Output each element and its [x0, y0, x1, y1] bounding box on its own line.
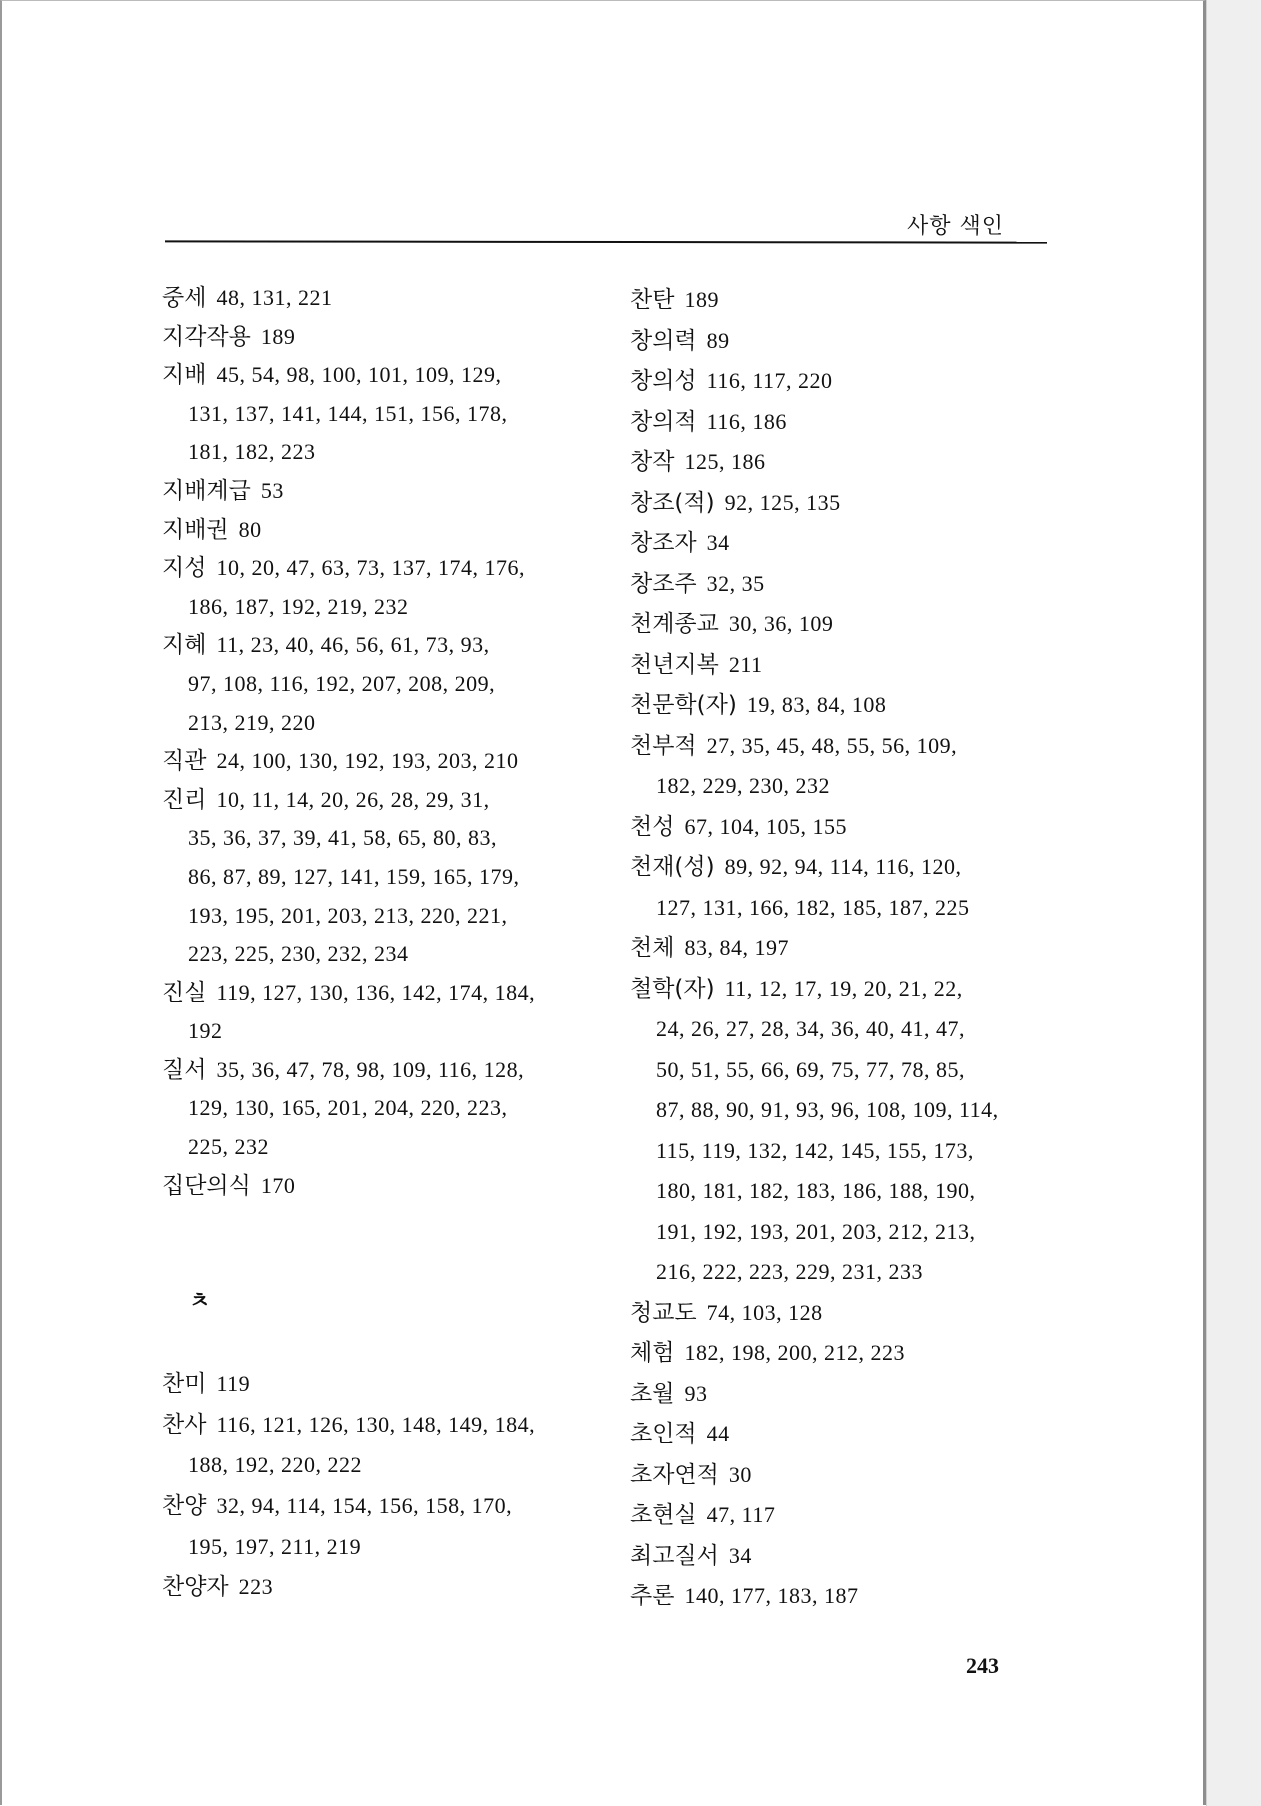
page-references: 129, 130, 165, 201, 204, 220, 223, [188, 1095, 508, 1121]
page-references: 192 [188, 1018, 223, 1044]
index-term: 추론 [630, 1583, 675, 1609]
page-references: 30 [728, 1461, 752, 1487]
index-entry-line [630, 928, 999, 969]
index-entry-line [630, 1414, 999, 1455]
section-heading: ㅊ [189, 1289, 211, 1314]
index-term: 진실 [162, 979, 207, 1006]
index-entry-line [162, 549, 535, 588]
page-references: 97, 108, 116, 192, 207, 208, 209, [188, 670, 496, 696]
index-entry-continuation [630, 888, 999, 929]
index-term: 창작 [630, 449, 675, 475]
page-references: 48, 131, 221 [216, 285, 333, 310]
page-references: 80 [238, 516, 262, 542]
page-references: 181, 182, 223 [188, 439, 316, 465]
index-entry-line [162, 974, 535, 1013]
index-entry-line [162, 279, 535, 318]
page-references: 87, 88, 90, 91, 93, 96, 108, 109, 114, [656, 1097, 999, 1122]
index-entry-line [162, 1486, 535, 1527]
index-entry-line [630, 807, 999, 848]
index-entry [162, 626, 535, 742]
index-entry-line [630, 1536, 999, 1577]
index-entry [162, 742, 535, 781]
index-entry-line [630, 483, 999, 524]
index-entry-line [630, 564, 999, 605]
index-entry-line [630, 1576, 999, 1617]
page-references: 116, 117, 220 [706, 368, 833, 393]
index-term: 체험 [630, 1340, 675, 1366]
index-entry-continuation [630, 1050, 999, 1091]
index-entry [630, 1333, 999, 1374]
page-references: 47, 117 [706, 1502, 776, 1527]
index-entry-line [162, 1567, 535, 1608]
index-entry [162, 1051, 535, 1167]
index-term: 중세 [162, 285, 207, 311]
page-references: 10, 20, 47, 63, 73, 137, 174, 176, [216, 555, 525, 581]
page-references: 170 [260, 1172, 296, 1198]
index-entry-continuation [162, 1012, 535, 1051]
index-entry [162, 1405, 535, 1486]
page-references: 225, 232 [188, 1134, 269, 1160]
index-entry [630, 807, 999, 848]
page-references: 92, 125, 135 [724, 489, 841, 515]
index-entry [630, 361, 999, 402]
page-references: 24, 100, 130, 192, 193, 203, 210 [216, 748, 519, 774]
page-references: 182, 198, 200, 212, 223 [684, 1340, 905, 1365]
index-entry [162, 511, 535, 550]
page-references: 115, 119, 132, 142, 145, 155, 173, [656, 1137, 974, 1163]
index-term: 철학(자) [630, 975, 715, 1002]
page-references: 195, 197, 211, 219 [188, 1533, 362, 1559]
index-entry [630, 1414, 999, 1455]
index-entry [162, 279, 535, 318]
index-entry [630, 321, 999, 362]
page-references: 44 [706, 1421, 730, 1446]
page-number: 243 [966, 1653, 999, 1678]
index-term: 초인적 [630, 1421, 697, 1447]
header-rule [165, 240, 1047, 243]
index-entry-line [630, 1455, 999, 1496]
page-references: 19, 83, 84, 108 [746, 692, 887, 717]
index-entry [630, 928, 999, 969]
index-entry-line [630, 604, 999, 645]
index-entry-continuation [162, 897, 535, 936]
index-entry [630, 726, 999, 807]
index-entry [630, 1455, 999, 1496]
index-entry [162, 549, 535, 626]
index-term: 창조(적) [630, 489, 715, 516]
index-entry [630, 847, 999, 928]
index-entry-continuation [162, 819, 535, 858]
index-entry [630, 442, 999, 483]
page-references: 189 [684, 287, 719, 312]
index-entry [162, 781, 535, 974]
page-references: 34 [728, 1542, 752, 1568]
page-references: 223 [238, 1574, 274, 1600]
index-entry-continuation [162, 935, 535, 974]
index-term: 천문학(자) [630, 692, 737, 718]
index-term: 지혜 [162, 632, 207, 659]
page-references: 24, 26, 27, 28, 34, 36, 40, 41, 47, [656, 1016, 965, 1041]
page-references: 193, 195, 201, 203, 213, 220, 221, [188, 902, 508, 928]
index-term: 찬양자 [162, 1574, 229, 1601]
index-entry [162, 974, 535, 1051]
index-entry [630, 685, 999, 726]
page-references: 45, 54, 98, 100, 101, 109, 129, [216, 362, 502, 388]
index-entry-line [162, 626, 535, 665]
index-entry-line [630, 1293, 999, 1334]
index-entry-line [630, 361, 999, 402]
page-references: 182, 229, 230, 232 [656, 773, 830, 798]
index-entry-continuation [630, 766, 999, 807]
page-references: 127, 131, 166, 182, 185, 187, 225 [656, 894, 970, 920]
index-term: 지성 [162, 555, 207, 582]
page-references: 89, 92, 94, 114, 116, 120, [724, 854, 962, 879]
index-entry-line [630, 280, 999, 321]
index-entry-continuation [162, 395, 535, 434]
index-entry-continuation [162, 704, 535, 743]
page-references: 131, 137, 141, 144, 151, 156, 178, [188, 400, 508, 426]
index-term: 청교도 [630, 1299, 697, 1326]
index-term: 천부적 [630, 732, 697, 759]
index-entry-continuation [630, 1090, 999, 1131]
index-entry-continuation [162, 1527, 535, 1568]
index-entry [162, 1567, 535, 1608]
page-references: 34 [706, 530, 730, 555]
page-references: 188, 192, 220, 222 [188, 1452, 362, 1478]
index-entry [630, 1536, 999, 1577]
index-term: 지각작용 [162, 323, 251, 350]
index-term: 창조주 [630, 570, 697, 597]
index-entry-line [630, 847, 999, 888]
index-entry [630, 523, 999, 564]
index-entry-continuation [630, 1131, 999, 1172]
page-references: 11, 23, 40, 46, 56, 61, 73, 93, [216, 632, 490, 658]
index-term: 찬양 [162, 1493, 207, 1520]
page-references: 140, 177, 183, 187 [684, 1583, 859, 1608]
page-references: 119, 127, 130, 136, 142, 174, 184, [216, 979, 536, 1005]
page-references: 30, 36, 109 [728, 611, 834, 636]
index-entry-line [630, 523, 999, 564]
index-entry [162, 1364, 535, 1405]
index-entry-line [630, 726, 999, 767]
index-term: 초자연적 [630, 1461, 719, 1488]
index-entry-continuation [162, 858, 535, 897]
page-references: 50, 51, 55, 66, 69, 75, 77, 78, 85, [656, 1056, 965, 1082]
page-references: 213, 219, 220 [188, 709, 316, 735]
index-term: 천성 [630, 813, 675, 840]
index-entry-line [630, 685, 999, 726]
index-term: 최고질서 [630, 1542, 719, 1569]
page-references: 83, 84, 197 [684, 935, 789, 960]
index-entry-line [630, 402, 999, 443]
page-references: 119 [216, 1371, 251, 1396]
page-references: 35, 36, 47, 78, 98, 109, 116, 128, [216, 1056, 525, 1082]
index-term: 진리 [162, 786, 207, 813]
page-references: 89 [706, 327, 730, 353]
page-references: 53 [260, 477, 284, 503]
index-entry-continuation [630, 1212, 999, 1253]
running-head: 사항 색인 [907, 214, 1005, 239]
index-term: 천재(성) [630, 854, 715, 880]
page-references: 10, 11, 14, 20, 26, 28, 29, 31, [216, 786, 490, 812]
index-term: 직관 [162, 748, 207, 775]
index-term: 초월 [630, 1380, 675, 1407]
index-entry [630, 1374, 999, 1415]
index-term: 지배 [162, 362, 207, 389]
page-references: 211 [728, 651, 763, 677]
index-entry-line [630, 645, 999, 686]
page-references: 180, 181, 182, 183, 186, 188, 190, [656, 1178, 976, 1203]
index-entry-continuation [162, 665, 535, 704]
index-entry-line [630, 1495, 999, 1536]
page-references: 186, 187, 192, 219, 232 [188, 593, 409, 619]
index-entry [630, 1576, 999, 1617]
index-term: 천계종교 [630, 611, 719, 637]
index-entry [162, 318, 535, 357]
index-entry [162, 356, 535, 472]
index-column-left-section-ch [162, 1364, 535, 1608]
index-entry-line [162, 1167, 535, 1206]
page-references: 125, 186 [684, 449, 766, 474]
page-references: 67, 104, 105, 155 [684, 813, 847, 839]
viewer-margin [1206, 0, 1261, 1806]
index-column-left [162, 279, 535, 1205]
page-references: 74, 103, 128 [706, 1299, 823, 1325]
index-entry-line [630, 1333, 999, 1374]
page-references: 189 [260, 323, 296, 349]
index-entry [162, 1486, 535, 1567]
index-entry [630, 1293, 999, 1334]
index-entry-line [162, 1405, 535, 1446]
index-entry-line [162, 1364, 535, 1405]
index-entry-continuation [162, 433, 535, 472]
index-entry-continuation [162, 1128, 535, 1167]
index-term: 천체 [630, 935, 675, 961]
index-entry [630, 483, 999, 524]
page-references: 35, 36, 37, 39, 41, 58, 65, 80, 83, [188, 825, 497, 851]
index-entry-continuation [630, 1252, 999, 1293]
index-term: 지배권 [162, 516, 229, 543]
page-references: 32, 35 [706, 570, 765, 596]
index-term: 창의성 [630, 368, 697, 394]
index-term: 지배계급 [162, 477, 251, 504]
page-references: 216, 222, 223, 229, 231, 233 [656, 1259, 923, 1284]
index-entry-line [162, 318, 535, 357]
index-column-right [630, 280, 999, 1617]
index-entry-line [630, 1374, 999, 1415]
index-term: 집단의식 [162, 1172, 251, 1199]
index-term: 찬사 [162, 1411, 207, 1438]
index-term: 천년지복 [630, 651, 719, 678]
index-term: 창의력 [630, 327, 697, 354]
index-term: 초현실 [630, 1502, 697, 1528]
index-entry-continuation [630, 1171, 999, 1212]
index-entry [630, 1495, 999, 1536]
index-entry-line [162, 781, 535, 820]
index-entry-line [162, 356, 535, 395]
index-entry-continuation [630, 1009, 999, 1050]
index-entry-line [162, 742, 535, 781]
index-term: 창의적 [630, 408, 697, 435]
index-entry [630, 564, 999, 605]
page-references: 223, 225, 230, 232, 234 [188, 941, 409, 967]
page-references: 116, 121, 126, 130, 148, 149, 184, [216, 1411, 536, 1437]
index-term: 창조자 [630, 530, 697, 556]
index-entry [162, 472, 535, 511]
index-entry-line [630, 442, 999, 483]
index-entry-line [630, 321, 999, 362]
index-entry [630, 280, 999, 321]
index-entry-line [162, 472, 535, 511]
index-entry [162, 1167, 535, 1206]
index-entry [630, 969, 999, 1293]
index-entry [630, 645, 999, 686]
index-entry-continuation [162, 1089, 535, 1128]
index-term: 질서 [162, 1056, 207, 1083]
index-entry-line [162, 1051, 535, 1090]
index-entry-line [630, 969, 999, 1010]
index-entry [630, 402, 999, 443]
page-references: 27, 35, 45, 48, 55, 56, 109, [706, 732, 958, 758]
page-references: 191, 192, 193, 201, 203, 212, 213, [656, 1218, 976, 1244]
index-entry-continuation [162, 588, 535, 627]
index-term: 찬미 [162, 1371, 207, 1397]
page-references: 11, 12, 17, 19, 20, 21, 22, [724, 975, 963, 1001]
page-references: 93 [684, 1380, 708, 1406]
index-entry-line [162, 511, 535, 550]
index-term: 찬탄 [630, 287, 675, 313]
index-entry [630, 604, 999, 645]
index-entry-continuation [162, 1445, 535, 1486]
page-references: 116, 186 [706, 408, 787, 434]
page-references: 86, 87, 89, 127, 141, 159, 165, 179, [188, 863, 520, 889]
page-references: 32, 94, 114, 154, 156, 158, 170, [216, 1493, 513, 1519]
